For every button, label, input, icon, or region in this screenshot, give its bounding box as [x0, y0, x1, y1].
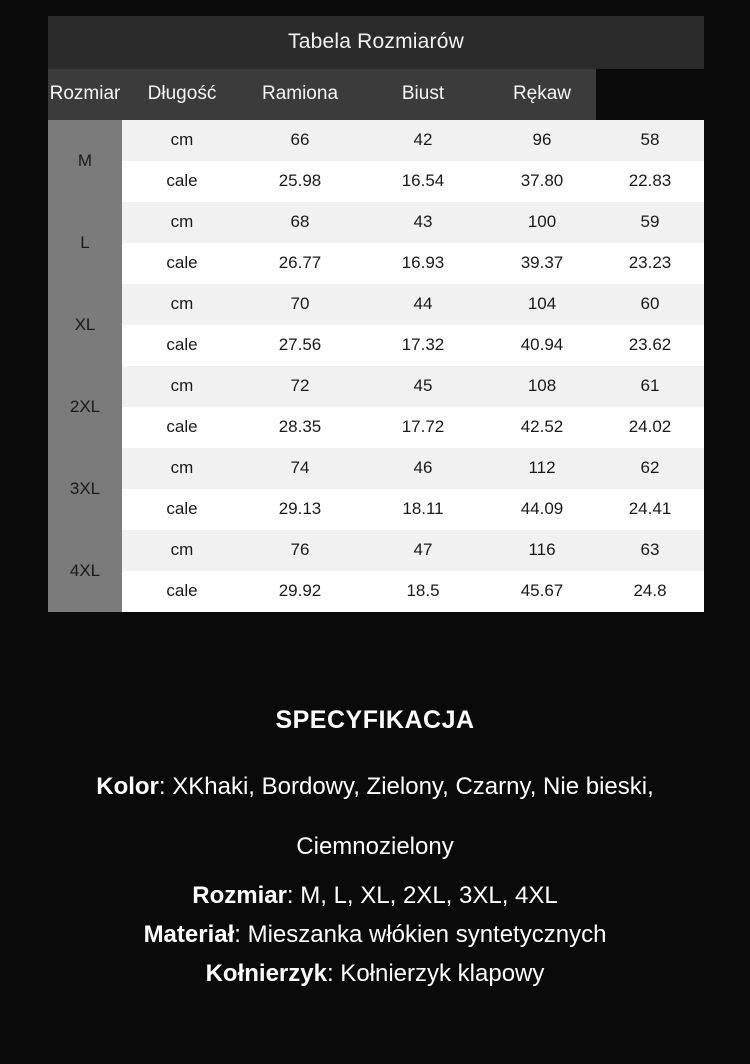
size-label-2xl: 2XL [48, 366, 122, 448]
unit-metric: cm [122, 366, 242, 407]
cell-shoulder: 45 [358, 366, 488, 407]
column-header-size: Rozmiar [48, 69, 122, 120]
table-row [48, 120, 704, 161]
cell-length: 29.92 [242, 571, 358, 612]
cell-sleeve: 63 [596, 530, 704, 571]
cell-length: 28.35 [242, 407, 358, 448]
cell-bust: 100 [488, 202, 596, 243]
cell-sleeve: 24.41 [596, 489, 704, 530]
size-label-3xl: 3XL [48, 448, 122, 530]
spec-row-color [0, 757, 750, 877]
table-row [48, 202, 704, 243]
cell-bust: 116 [488, 530, 596, 571]
spec-value-material: : Mieszanka włókien syntetycznych [234, 920, 607, 948]
specification-title: SPECYFIKACJA [275, 706, 475, 734]
cell-length: 25.98 [242, 161, 358, 202]
cell-sleeve: 60 [596, 284, 704, 325]
table-row [48, 489, 704, 530]
cell-sleeve: 23.23 [596, 243, 704, 284]
spec-value-color: : XKhaki, Bordowy, Zielony, Czarny, Nie bieski, Ciemnozielony [158, 773, 654, 860]
unit-metric: cm [122, 120, 242, 161]
table-row [48, 571, 704, 612]
column-header-bust: Biust [358, 69, 488, 120]
spec-label-color: Kolor [96, 773, 159, 800]
unit-metric: cm [122, 284, 242, 325]
spec-value-size: : M, L, XL, 2XL, 3XL, 4XL [286, 882, 558, 909]
cell-length: 72 [242, 366, 358, 407]
cell-sleeve: 62 [596, 448, 704, 489]
cell-length: 29.13 [242, 489, 358, 530]
cell-bust: 39.37 [488, 243, 596, 284]
cell-sleeve: 61 [596, 366, 704, 407]
spec-row-material [0, 916, 750, 955]
cell-bust: 37.80 [488, 161, 596, 202]
unit-imperial: cale [122, 325, 242, 366]
table-header-row [48, 69, 704, 120]
cell-length: 74 [242, 448, 358, 489]
cell-sleeve: 24.02 [596, 407, 704, 448]
cell-length: 76 [242, 530, 358, 571]
cell-bust: 44.09 [488, 489, 596, 530]
unit-imperial: cale [122, 489, 242, 530]
size-chart-title: Tabela Rozmiarów [48, 16, 704, 69]
cell-shoulder: 44 [358, 284, 488, 325]
cell-shoulder: 16.93 [358, 243, 488, 284]
size-chart-table [48, 16, 704, 612]
cell-shoulder: 16.54 [358, 161, 488, 202]
table-row [48, 530, 704, 571]
size-chart-container [48, 16, 704, 612]
table-row [48, 448, 704, 489]
cell-sleeve: 23.62 [596, 325, 704, 366]
size-label-4xl: 4XL [48, 530, 122, 612]
cell-sleeve: 58 [596, 120, 704, 161]
cell-bust: 96 [488, 120, 596, 161]
cell-bust: 108 [488, 366, 596, 407]
spec-label-size: Rozmiar [192, 882, 287, 909]
spec-label-material: Materiał [143, 920, 235, 948]
table-row [48, 243, 704, 284]
specification-section [0, 706, 750, 994]
unit-metric: cm [122, 202, 242, 243]
cell-shoulder: 17.32 [358, 325, 488, 366]
spec-value-collar: : Kołnierzyk klapowy [326, 959, 545, 987]
cell-length: 26.77 [242, 243, 358, 284]
unit-imperial: cale [122, 243, 242, 284]
cell-length: 66 [242, 120, 358, 161]
table-row [48, 161, 704, 202]
cell-length: 70 [242, 284, 358, 325]
spec-row-collar [0, 955, 750, 994]
table-row [48, 284, 704, 325]
spec-label-collar: Kołnierzyk [205, 959, 327, 987]
cell-shoulder: 46 [358, 448, 488, 489]
cell-sleeve: 24.8 [596, 571, 704, 612]
cell-shoulder: 17.72 [358, 407, 488, 448]
size-label-l: L [48, 202, 122, 284]
cell-bust: 45.67 [488, 571, 596, 612]
unit-metric: cm [122, 448, 242, 489]
cell-length: 27.56 [242, 325, 358, 366]
unit-imperial: cale [122, 407, 242, 448]
cell-bust: 104 [488, 284, 596, 325]
column-header-shoulder: Ramiona [242, 69, 358, 120]
cell-bust: 40.94 [488, 325, 596, 366]
cell-bust: 42.52 [488, 407, 596, 448]
cell-sleeve: 59 [596, 202, 704, 243]
column-header-length: Długość [122, 69, 242, 120]
unit-metric: cm [122, 530, 242, 571]
table-row [48, 366, 704, 407]
cell-sleeve: 22.83 [596, 161, 704, 202]
cell-shoulder: 42 [358, 120, 488, 161]
unit-imperial: cale [122, 161, 242, 202]
spec-row-size [0, 877, 750, 916]
size-label-xl: XL [48, 284, 122, 366]
cell-shoulder: 43 [358, 202, 488, 243]
table-row [48, 325, 704, 366]
cell-length: 68 [242, 202, 358, 243]
table-row [48, 407, 704, 448]
unit-imperial: cale [122, 571, 242, 612]
cell-shoulder: 18.11 [358, 489, 488, 530]
cell-bust: 112 [488, 448, 596, 489]
size-label-m: M [48, 120, 122, 202]
column-header-sleeve: Rękaw [488, 69, 596, 120]
cell-shoulder: 47 [358, 530, 488, 571]
cell-shoulder: 18.5 [358, 571, 488, 612]
